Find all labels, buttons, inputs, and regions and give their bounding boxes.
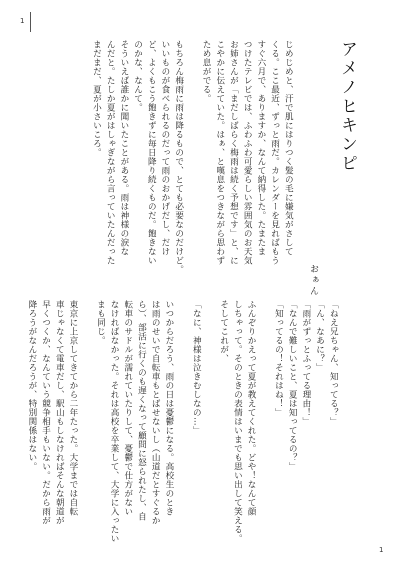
- page-number-bottom: 1: [379, 546, 384, 554]
- text-line: いつからだろう、雨の日は憂鬱になる。高校生のとき: [163, 300, 174, 516]
- author-name: おぁん: [308, 264, 318, 297]
- text-line: 「ねえ兄ちゃん、知ってる？」: [328, 300, 339, 426]
- text-line: いいものが食べられるのだって雨のおかげだし、だけ: [159, 40, 170, 256]
- text-line: 「ん、なあに？」: [314, 300, 325, 372]
- text-line: くる。ここ最近、ずっと雨だ。カレンダーを見ればもう: [269, 40, 280, 265]
- text-line: ため息がでる。: [201, 40, 212, 103]
- text-line: じめじめと、汗で肌にはりつく髪の毛に嫌気がさして: [283, 40, 294, 256]
- text-line: のかな、なんて。: [132, 40, 143, 112]
- text-line: ふんぞりかえって夏が教えてくれた。どや！なんて顔: [246, 300, 257, 516]
- text-line: そしてこれが、: [218, 300, 229, 363]
- text-line: 早くつくか、なんていう競争相手もいない。だから雨が: [40, 300, 51, 525]
- text-line: しちゃって。そのときの表情はいまでも思い出して笑える。: [232, 300, 243, 543]
- text-line: 降ろうがなんだろうが、特別関係はない。: [26, 300, 37, 471]
- text-line: こやかに伝えていた。はぁ、と嘆息をつきながら思わず: [214, 40, 225, 265]
- text-line: 車じゃなくて電車だし、駅山もしなければそんな朝道が: [54, 300, 65, 525]
- text-line: は雨のせいで自転車もとばせないし（山道だとすぐるか: [150, 300, 161, 525]
- header-rule: [30, 12, 31, 32]
- text-line: まだまだ、夏が小さいころ。: [91, 40, 102, 157]
- text-line: 転車のサドルが濡れていたりして、憂鬱で仕方がない: [122, 300, 133, 516]
- text-line: 「なんで難しいこと、夏は知ってるの？」: [287, 300, 298, 471]
- text-line: 「雨がずっとふってる理由！」: [300, 300, 311, 426]
- text-line: 「なに、神様は泣きむしなの…」: [191, 300, 202, 435]
- text-line: ら）、部活に行くのも遅くなって顧問に怒られたし、自: [136, 300, 147, 521]
- text-line: 東京に上京してきてから二年たった。大学までは自転: [67, 300, 78, 516]
- page-number-top: 1: [20, 17, 25, 25]
- text-line: 「知ってるの！それはね！」: [273, 300, 284, 417]
- text-line: そういえば誰かに聞いたことがある。雨は神様の涙な: [118, 40, 129, 256]
- text-line: お姉さんが「まだしばらく梅雨は続く予想です」と、に: [228, 40, 239, 265]
- text-line: まも同じ。: [95, 300, 106, 345]
- text-line: すぐ六月で、ありますか、なんて納得した。たまたま: [255, 40, 266, 256]
- text-line: つけたテレビでは、ふわふわ可愛らしい雰囲気のお天気: [242, 40, 253, 265]
- story-title: アメノヒキンピ: [337, 40, 357, 173]
- text-line: なければなかった。それは高校を卒業して、大学に入ったい: [109, 300, 120, 543]
- text-line: もちろん梅雨に雨は降るもので、とても必要なのだけど。: [173, 40, 184, 274]
- text-line: ど、よくもこう飽きずに毎日降り続くものだ。飽きない: [146, 40, 157, 265]
- text-line: んだと。たしか夏がはしゃぎながら言っていたんだった: [105, 40, 116, 265]
